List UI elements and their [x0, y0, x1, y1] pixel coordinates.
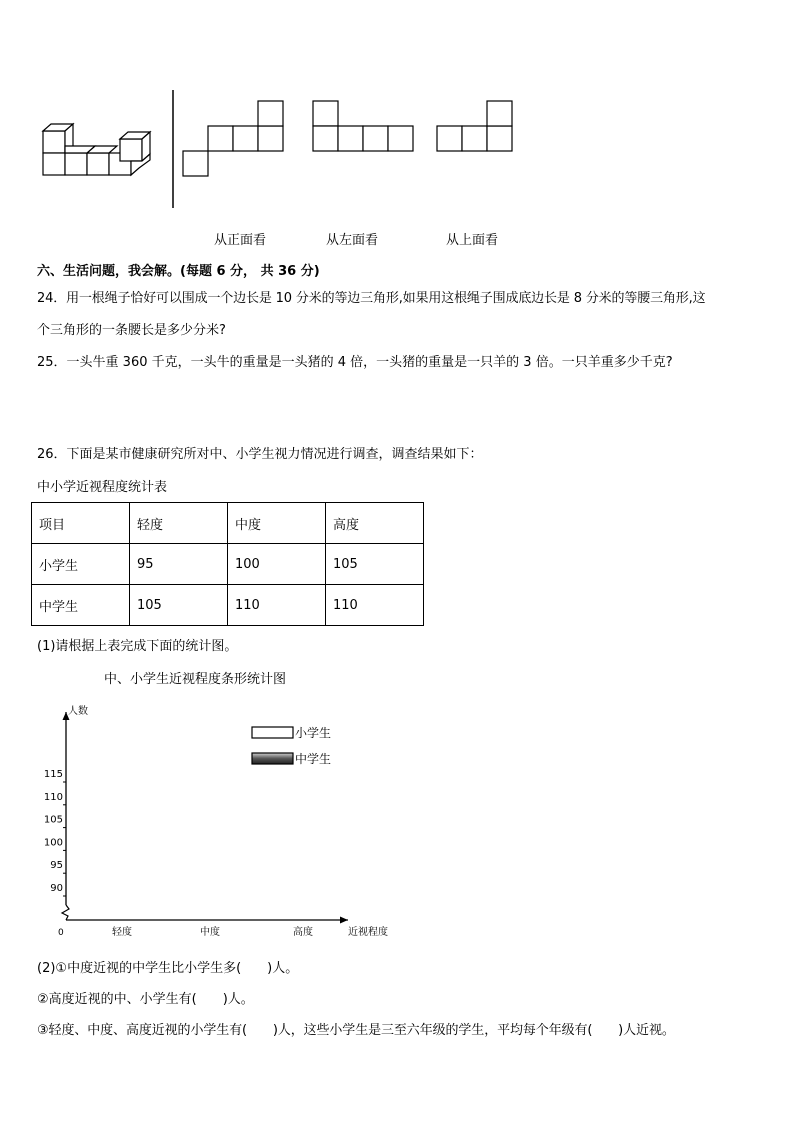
- table-cell: 项目: [32, 503, 130, 544]
- legend-label: 小学生: [295, 726, 332, 740]
- y-tick-label: 95: [50, 860, 63, 872]
- question-26-intro: 26．下面是某市健康研究所对中、小学生视力情况进行调查，调查结果如下：: [37, 447, 483, 462]
- legend-label: 中学生: [295, 752, 332, 766]
- table-cell: 中度: [228, 503, 326, 544]
- chart-title: 中、小学生近视程度条形统计图: [104, 672, 287, 687]
- axis-break-mark: [62, 905, 69, 920]
- legend-swatch: [252, 727, 293, 738]
- sub-question-1: (1)请根据上表完成下面的统计图。: [37, 639, 238, 654]
- x-axis-label: 近视程度: [348, 927, 388, 938]
- table-cell: 中学生: [32, 585, 130, 626]
- table-title: 中小学近视程度统计表: [37, 480, 168, 495]
- section-heading: 六、生活问题，我会解。(每题 6 分， 共 36 分): [37, 264, 320, 279]
- left-view-label: 从左面看: [326, 233, 379, 248]
- sub-question-2b: ②高度近视的中、小学生有( )人。: [37, 992, 254, 1007]
- y-tick-label: 110: [43, 791, 63, 803]
- question-24-line1: 24．用一根绳子恰好可以围成一个边长是 10 分米的等边三角形,如果用这根绳子围成底边长是 8 分米的等腰三角形,这: [37, 291, 706, 306]
- table-cell: 110: [228, 585, 326, 626]
- question-24-line2: 个三角形的一条腰长是多少分米?: [37, 323, 226, 338]
- question-25: 25．一头牛重 360 千克，一头牛的重量是一头猪的 4 倍，一头猪的重量是一只羊的 3 倍。一只羊重多少千克?: [37, 355, 673, 370]
- y-tick-label: 115: [43, 769, 63, 780]
- table-cell: 105: [326, 544, 424, 585]
- table-cell: 小学生: [32, 544, 130, 585]
- x-axis-arrow: [340, 917, 348, 924]
- legend-swatch: [252, 753, 293, 764]
- y-tick-label: 105: [43, 814, 63, 826]
- table-cell: 105: [130, 585, 228, 626]
- y-tick-label: 100: [43, 837, 63, 849]
- top-view-label: 从上面看: [446, 233, 499, 248]
- table-cell: 100: [228, 544, 326, 585]
- y-axis-label: 人数: [68, 706, 88, 717]
- sub-question-2c: ③轻度、中度、高度近视的小学生有( )人，这些小学生是三至六年级的学生，平均每个年级有( )人近视。: [37, 1023, 675, 1038]
- x-tick-label: 轻度: [112, 927, 132, 938]
- table-cell: 高度: [326, 503, 424, 544]
- table-cell: 95: [130, 544, 228, 585]
- y-tick-label: 90: [50, 883, 63, 894]
- x-tick-label: 中度: [200, 927, 220, 938]
- origin-label: 0: [58, 928, 64, 938]
- front-view-label: 从正面看: [214, 233, 267, 248]
- table-cell: 110: [326, 585, 424, 626]
- x-tick-label: 高度: [293, 927, 313, 938]
- table-cell: 轻度: [130, 503, 228, 544]
- sub-question-2: (2)①中度近视的中学生比小学生多( )人。: [37, 961, 299, 976]
